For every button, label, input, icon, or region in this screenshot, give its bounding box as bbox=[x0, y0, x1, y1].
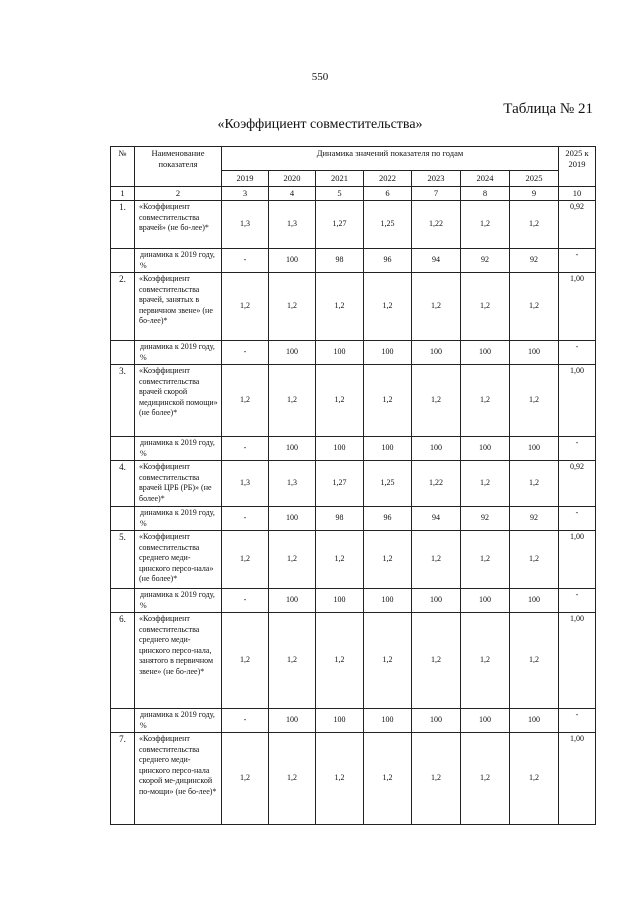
year-value: 1,27 bbox=[316, 201, 364, 249]
ratio-value: 0,92 bbox=[559, 201, 596, 249]
year-value: 1,2 bbox=[510, 531, 559, 589]
ratio-value: 1,00 bbox=[559, 733, 596, 825]
header-no: № bbox=[111, 147, 135, 187]
dynamics-value: 100 bbox=[316, 709, 364, 733]
year-value: 1,2 bbox=[461, 273, 510, 341]
dynamics-value: 100 bbox=[412, 709, 461, 733]
dynamics-value: 96 bbox=[364, 249, 412, 273]
year-value: 1,2 bbox=[222, 613, 269, 709]
dynamics-value: 100 bbox=[364, 589, 412, 613]
header-year: 2020 bbox=[269, 171, 316, 187]
year-value: 1,2 bbox=[364, 531, 412, 589]
row-number: 5. bbox=[111, 531, 135, 589]
year-value: 1,2 bbox=[510, 273, 559, 341]
dynamics-value: - bbox=[222, 507, 269, 531]
year-value: 1,27 bbox=[316, 461, 364, 507]
year-value: 1,2 bbox=[412, 613, 461, 709]
page-number: 550 bbox=[311, 71, 329, 83]
dynamics-value: 100 bbox=[412, 437, 461, 461]
year-value: 1,2 bbox=[412, 531, 461, 589]
dynamics-value: 100 bbox=[269, 507, 316, 531]
year-value: 1,2 bbox=[269, 613, 316, 709]
dynamics-value: 100 bbox=[412, 341, 461, 365]
dynamics-value: 100 bbox=[510, 437, 559, 461]
dynamics-label: динамика к 2019 году, % bbox=[135, 249, 222, 273]
ratio-value: 0,92 bbox=[559, 461, 596, 507]
year-value: 1,2 bbox=[316, 365, 364, 437]
table-row-dynamics bbox=[111, 589, 596, 613]
year-value: 1,3 bbox=[269, 461, 316, 507]
table-title: «Коэффициент совместительства» bbox=[217, 117, 423, 132]
dynamics-ratio: - bbox=[559, 507, 596, 531]
dynamics-label: динамика к 2019 году, % bbox=[135, 709, 222, 733]
year-value: 1,2 bbox=[269, 531, 316, 589]
dynamics-value: 92 bbox=[461, 249, 510, 273]
year-value: 1,2 bbox=[461, 365, 510, 437]
row-number: 3. bbox=[111, 365, 135, 437]
dynamics-ratio: - bbox=[559, 437, 596, 461]
year-value: 1,2 bbox=[412, 273, 461, 341]
dynamics-value: 92 bbox=[510, 249, 559, 273]
table-row-dynamics bbox=[111, 437, 596, 461]
dynamics-value: 100 bbox=[269, 249, 316, 273]
header-ratio: 2025 к 2019 bbox=[559, 147, 596, 187]
year-value: 1,2 bbox=[461, 531, 510, 589]
table-row-dynamics bbox=[111, 507, 596, 531]
header-dynamics: Динамика значений показателя по годам bbox=[222, 147, 559, 171]
year-value: 1,3 bbox=[222, 461, 269, 507]
indicator-name: «Коэффициент совместительства врачей» (не бо-лее)* bbox=[135, 201, 222, 249]
row-number-empty bbox=[111, 709, 135, 733]
header-year: 2022 bbox=[364, 171, 412, 187]
indicator-name: «Коэффициент совместительства врачей ЦРБ (РБ)» (не более)* bbox=[135, 461, 222, 507]
year-value: 1,3 bbox=[269, 201, 316, 249]
table-caption: Таблица № 21 bbox=[503, 101, 593, 117]
dynamics-value: 100 bbox=[510, 589, 559, 613]
dynamics-label: динамика к 2019 году, % bbox=[135, 589, 222, 613]
column-index: 10 bbox=[559, 187, 596, 201]
table-row bbox=[111, 273, 596, 341]
dynamics-value: 92 bbox=[510, 507, 559, 531]
dynamics-ratio: - bbox=[559, 249, 596, 273]
dynamics-value: 100 bbox=[412, 589, 461, 613]
row-number-empty bbox=[111, 507, 135, 531]
dynamics-value: 100 bbox=[316, 437, 364, 461]
dynamics-value: 100 bbox=[364, 437, 412, 461]
dynamics-value: - bbox=[222, 341, 269, 365]
year-value: 1,3 bbox=[222, 201, 269, 249]
row-number: 7. bbox=[111, 733, 135, 825]
header-year: 2019 bbox=[222, 171, 269, 187]
row-number: 2. bbox=[111, 273, 135, 341]
year-value: 1,2 bbox=[364, 733, 412, 825]
year-value: 1,2 bbox=[364, 365, 412, 437]
dynamics-value: 100 bbox=[510, 709, 559, 733]
year-value: 1,2 bbox=[269, 273, 316, 341]
dynamics-value: 100 bbox=[316, 589, 364, 613]
header-name: Наименование показателя bbox=[135, 147, 222, 187]
dynamics-value: - bbox=[222, 249, 269, 273]
column-index: 1 bbox=[111, 187, 135, 201]
dynamics-ratio: - bbox=[559, 341, 596, 365]
dynamics-value: 100 bbox=[461, 589, 510, 613]
dynamics-value: 94 bbox=[412, 507, 461, 531]
dynamics-value: - bbox=[222, 437, 269, 461]
ratio-value: 1,00 bbox=[559, 531, 596, 589]
year-value: 1,2 bbox=[316, 613, 364, 709]
ratio-value: 1,00 bbox=[559, 365, 596, 437]
dynamics-value: 92 bbox=[461, 507, 510, 531]
year-value: 1,2 bbox=[461, 733, 510, 825]
dynamics-value: - bbox=[222, 709, 269, 733]
indicator-name: «Коэффициент совместительства среднего меди-цинского персо-нала» (не более)* bbox=[135, 531, 222, 589]
ratio-value: 1,00 bbox=[559, 273, 596, 341]
dynamics-value: 100 bbox=[269, 341, 316, 365]
year-value: 1,2 bbox=[316, 273, 364, 341]
row-number: 4. bbox=[111, 461, 135, 507]
column-index: 9 bbox=[510, 187, 559, 201]
column-index: 2 bbox=[135, 187, 222, 201]
year-value: 1,2 bbox=[461, 461, 510, 507]
year-value: 1,2 bbox=[222, 733, 269, 825]
dynamics-value: 100 bbox=[364, 341, 412, 365]
dynamics-value: 100 bbox=[269, 709, 316, 733]
dynamics-value: 100 bbox=[269, 589, 316, 613]
table-row bbox=[111, 613, 596, 709]
column-index: 7 bbox=[412, 187, 461, 201]
column-index: 4 bbox=[269, 187, 316, 201]
dynamics-value: 96 bbox=[364, 507, 412, 531]
coefficient-table bbox=[110, 146, 596, 825]
table-row bbox=[111, 531, 596, 589]
year-value: 1,2 bbox=[316, 733, 364, 825]
year-value: 1,2 bbox=[316, 531, 364, 589]
column-index: 6 bbox=[364, 187, 412, 201]
year-value: 1,25 bbox=[364, 201, 412, 249]
header-year: 2023 bbox=[412, 171, 461, 187]
year-value: 1,2 bbox=[461, 613, 510, 709]
year-value: 1,22 bbox=[412, 461, 461, 507]
dynamics-value: - bbox=[222, 589, 269, 613]
indicator-name: «Коэффициент совместительства врачей скорой медицинской помощи» (не более)* bbox=[135, 365, 222, 437]
year-value: 1,25 bbox=[364, 461, 412, 507]
dynamics-value: 94 bbox=[412, 249, 461, 273]
dynamics-value: 100 bbox=[269, 437, 316, 461]
dynamics-value: 100 bbox=[364, 709, 412, 733]
year-value: 1,2 bbox=[412, 365, 461, 437]
year-value: 1,2 bbox=[269, 733, 316, 825]
row-number-empty bbox=[111, 589, 135, 613]
indicator-name: «Коэффициент совместительства среднего меди-цинского персо-нала скорой ме-дицинской по-мощи» (не бо-лее)* bbox=[135, 733, 222, 825]
year-value: 1,2 bbox=[222, 531, 269, 589]
year-value: 1,2 bbox=[461, 201, 510, 249]
year-value: 1,2 bbox=[269, 365, 316, 437]
dynamics-value: 100 bbox=[461, 709, 510, 733]
row-number-empty bbox=[111, 249, 135, 273]
year-value: 1,2 bbox=[222, 273, 269, 341]
dynamics-value: 98 bbox=[316, 249, 364, 273]
year-value: 1,2 bbox=[364, 613, 412, 709]
table-row-dynamics bbox=[111, 341, 596, 365]
table-row-dynamics bbox=[111, 249, 596, 273]
year-value: 1,22 bbox=[412, 201, 461, 249]
dynamics-ratio: - bbox=[559, 709, 596, 733]
header-year: 2025 bbox=[510, 171, 559, 187]
table-row bbox=[111, 365, 596, 437]
year-value: 1,2 bbox=[510, 365, 559, 437]
year-value: 1,2 bbox=[222, 365, 269, 437]
indicator-name: «Коэффициент совместительства среднего меди-цинского персо-нала, занятого в первичном звене» (не бо-лее)* bbox=[135, 613, 222, 709]
dynamics-label: динамика к 2019 году, % bbox=[135, 507, 222, 531]
indicator-name: «Коэффициент совместительства врачей, занятых в первичном звене» (не бо-лее)* bbox=[135, 273, 222, 341]
header-year: 2024 bbox=[461, 171, 510, 187]
dynamics-value: 100 bbox=[316, 341, 364, 365]
year-value: 1,2 bbox=[364, 273, 412, 341]
dynamics-label: динамика к 2019 году, % bbox=[135, 341, 222, 365]
row-number: 1. bbox=[111, 201, 135, 249]
year-value: 1,2 bbox=[510, 461, 559, 507]
table-row bbox=[111, 461, 596, 507]
row-number-empty bbox=[111, 437, 135, 461]
table-row bbox=[111, 201, 596, 249]
table-row bbox=[111, 733, 596, 825]
dynamics-label: динамика к 2019 году, % bbox=[135, 437, 222, 461]
column-index: 5 bbox=[316, 187, 364, 201]
dynamics-value: 98 bbox=[316, 507, 364, 531]
dynamics-value: 100 bbox=[510, 341, 559, 365]
row-number: 6. bbox=[111, 613, 135, 709]
year-value: 1,2 bbox=[412, 733, 461, 825]
header-year: 2021 bbox=[316, 171, 364, 187]
dynamics-value: 100 bbox=[461, 437, 510, 461]
ratio-value: 1,00 bbox=[559, 613, 596, 709]
year-value: 1,2 bbox=[510, 613, 559, 709]
column-index: 8 bbox=[461, 187, 510, 201]
column-index: 3 bbox=[222, 187, 269, 201]
year-value: 1,2 bbox=[510, 733, 559, 825]
year-value: 1,2 bbox=[510, 201, 559, 249]
dynamics-ratio: - bbox=[559, 589, 596, 613]
row-number-empty bbox=[111, 341, 135, 365]
table-row-dynamics bbox=[111, 709, 596, 733]
dynamics-value: 100 bbox=[461, 341, 510, 365]
